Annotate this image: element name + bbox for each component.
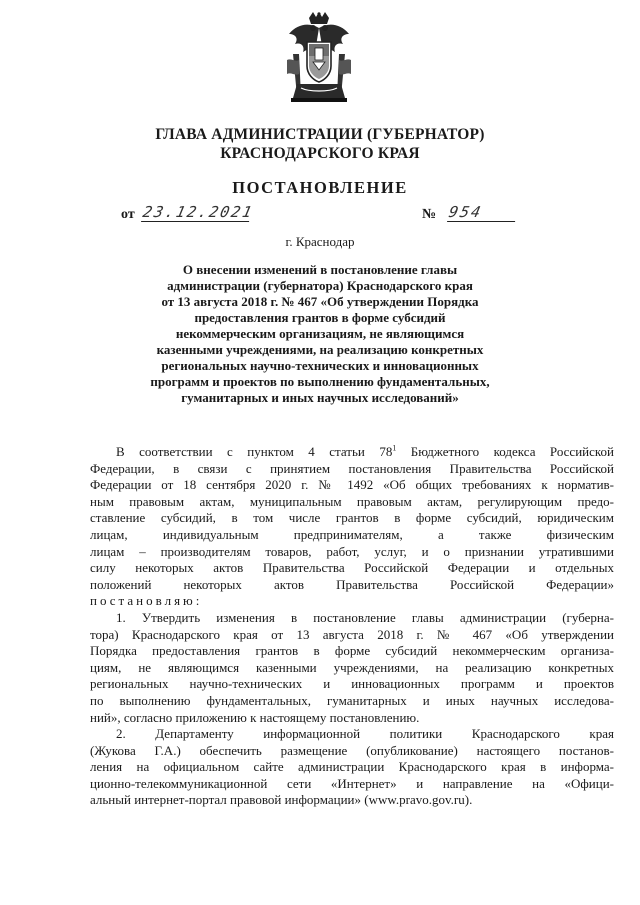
item-2-line: ционно-телекоммуникационной сети «Интернет» и направление на «Офици- [90, 775, 614, 791]
article-superscript: 1 [392, 443, 397, 453]
title-line: казенными учреждениями, на реализацию конкретных [156, 342, 484, 357]
item-1-line: Порядка предоставления грантов в форме субсидий некоммерческим организа- [90, 643, 614, 659]
authority-line-2: КРАСНОДАРСКОГО КРАЯ [220, 145, 420, 162]
coat-of-arms-emblem [283, 12, 355, 104]
title-line: программ и проектов по выполнению фундаментальных, [150, 374, 490, 389]
title-line: некоммерческим организациям, не являющимся [175, 326, 465, 341]
item-2-line: (Жукова Г.А.) обеспечить размещение (опубликование) настоящего постанов- [90, 742, 614, 758]
item-1-line: 1. Утвердить изменения в постановление главы администрации (губерна- [116, 609, 614, 625]
preamble-line: лицам – производителям товаров, работ, услуг, и о признании утратившими [90, 543, 614, 559]
preamble-text: В соответствии с пунктом 4 статьи 78 [116, 444, 393, 459]
number-value: 954 [447, 203, 519, 222]
item-2-line: 2. Департаменту информационной политики Краснодарского края [116, 726, 614, 742]
title-line: от 13 августа 2018 г. № 467 «Об утверждении Порядка [161, 294, 479, 309]
authority-line-1: ГЛАВА АДМИНИСТРАЦИИ (ГУБЕРНАТОР) [155, 126, 485, 143]
document-type: ПОСТАНОВЛЕНИЕ [232, 178, 408, 197]
issuing-authority [0, 125, 640, 163]
preamble-line: Федерации, в связи с принятием постановления Правительства Российской [90, 460, 614, 476]
preamble-line: ставление субсидий, в том числе грантов в форме субсидий, юридическим [90, 510, 614, 526]
item-1-line: тора) Краснодарского края от 13 августа 2018 г. № 467 «Об утверждении [90, 626, 614, 642]
item-2-line: альный интернет-портал правовой информации» (www.pravo.gov.ru). [90, 792, 473, 808]
preamble-line: Федерации от 18 сентября 2020 г. № 1492 «Об общих требованиях к норматив- [90, 477, 614, 493]
title-line: администрации (губернатора) Краснодарского края [167, 278, 473, 293]
preamble-text: Бюджетного кодекса Российской [396, 444, 614, 459]
item-1-line: ний», согласно приложению к настоящему постановлению. [90, 709, 420, 725]
preamble-line: положений некоторых актов Правительства Российской Федерации» [90, 576, 614, 592]
title-line: предоставления грантов в форме субсидий [194, 310, 446, 325]
date-label: от [121, 207, 135, 222]
title-line: гуманитарных и иных научных исследований» [181, 390, 459, 405]
preamble-line: лицам, индивидуальным предпринимателям, а также физическим [90, 526, 614, 542]
preamble-line: ным правовым актам, муниципальным правовым актам, регулирующим предо- [90, 493, 614, 509]
date-number-row [121, 204, 521, 226]
title-line: О внесении изменений в постановление главы [182, 262, 458, 277]
item-2-line: ления на официальном сайте администрации Краснодарского края в информа- [90, 759, 614, 775]
item-1-line: региональных научно-технических и инновационных программ и проектов [90, 676, 614, 692]
document-body [90, 444, 614, 809]
preamble-line: силу некоторых актов Правительства Российской Федерации и отдельных [90, 560, 614, 576]
resolve-word: постановляю: [90, 593, 203, 609]
date-value: 23.12.2021 [141, 203, 256, 221]
document-title [120, 262, 520, 406]
city-name: г. Краснодар [285, 234, 355, 249]
title-line: региональных научно-технических и инновационных [161, 358, 479, 373]
preamble-first-line [90, 444, 614, 461]
item-1-line: циям, не являющимся казенными учреждениями, на реализацию конкретных [90, 659, 614, 675]
item-1-line: по выполнению фундаментальных, гуманитарных и иных научных исследова- [90, 692, 614, 708]
number-label: № [422, 207, 437, 222]
